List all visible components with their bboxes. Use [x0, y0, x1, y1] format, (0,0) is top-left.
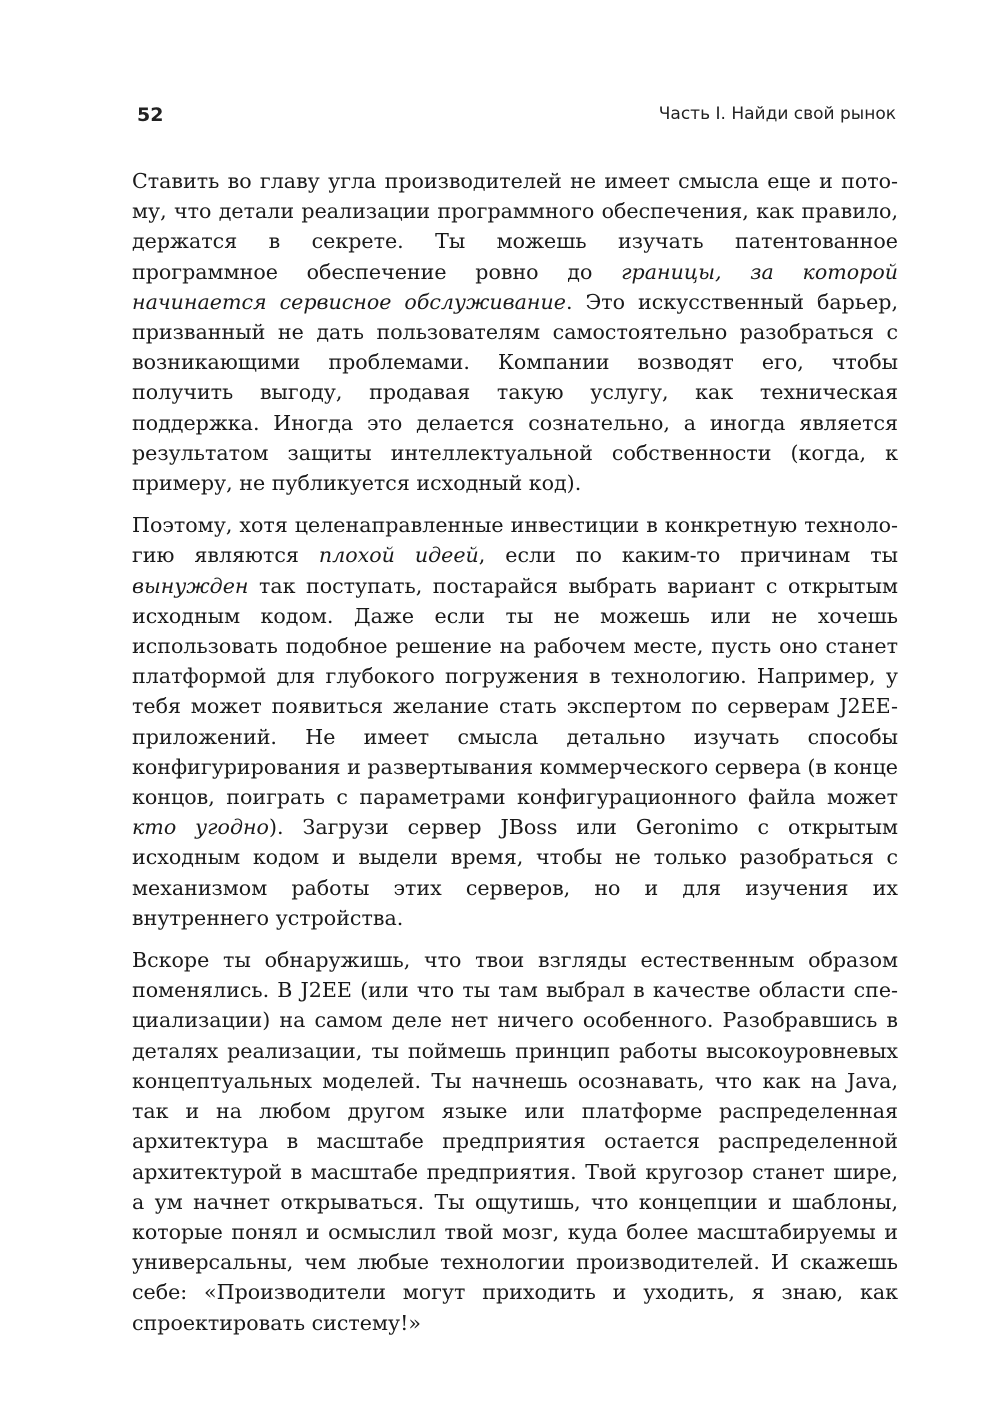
page-number: 52	[137, 104, 164, 126]
paragraph-3	[132, 945, 898, 1338]
paragraph-2	[132, 510, 898, 933]
text-span: Вскоре ты обнаружишь, что твои взгляды естественным образом поменялись. В J2EE (или что ты там выбрал в качестве области специализации) на самом деле нет ничего особенного. Разобравшись в деталях реализации, ты поймешь принцип работы высокоуровневых концептуальных моделей. Ты начнешь осознавать, что как на Java, так и на любом другом языке или платформе распределенная архитектура в масштабе предприятия остается распределенной архитектурой в масштабе предприятия. Твой кругозор станет шире, а ум начнет открываться. Ты ощутишь, что концепции и шаблоны, которые понял и осмыслил твой мозг, куда более масштабируемы и универсальны, чем любые технологии производителей. И скажешь себе: «Производители могут приходить и уходить, я знаю, как спроектировать систему!»	[132, 948, 898, 1335]
text-span: , если по каким-то причинам ты	[478, 543, 898, 568]
text-span: . Это искусственный барьер, призванный не дать пользователям самостоятельно разобраться с возникающими проблемами. Компании возводят его, чтобы получить выгоду, продавая такую услугу, как техническая поддержка. Иногда это делается сознательно, а иногда является результатом защиты интеллектуальной собственности (когда, к примеру, не публикуется исходный код).	[132, 289, 898, 496]
text-span: так поступать, постарайся выбрать вариант с открытым исходным кодом. Даже если ты не можешь или не хочешь использовать подобное решение на рабочем месте, пусть оно станет платформой для глубокого погружения в технологию. Например, у тебя может появиться желание стать экспертом по серверам J2EE-приложений. Не имеет смысла детально изучать способы конфигурирования и развертывания коммерческого сервера (в конце концов, поиграть с параметрами конфигурационного файла может	[132, 573, 898, 810]
italic-span: границы, за которой начинается сервисное обслуживание	[132, 259, 898, 314]
paragraph-1	[132, 166, 898, 498]
text-span: ). Загрузи сервер JBoss или Geronimo с открытым исходным кодом и выдели время, чтобы не только разобраться с механизмом работы этих серверов, но и для изучения их внутреннего устройства.	[132, 815, 898, 930]
page-header	[137, 100, 896, 130]
text-span: Поэтому, хотя целенаправленные инвестиции в конкретную технологию являются	[132, 513, 898, 568]
italic-span: плохой идеей	[318, 543, 479, 568]
text-span: Ставить во главу угла производителей не имеет смысла еще и потому, что детали реализации программного обеспечения, как правило, держатся в секрете. Ты можешь изучать патентованное программное обеспечение ровно до	[132, 169, 898, 284]
italic-span: кто угодно	[132, 815, 269, 840]
running-title: Часть I. Найди свой рынок	[658, 104, 896, 124]
body-text	[132, 166, 898, 1350]
italic-span: вынужден	[132, 573, 249, 598]
